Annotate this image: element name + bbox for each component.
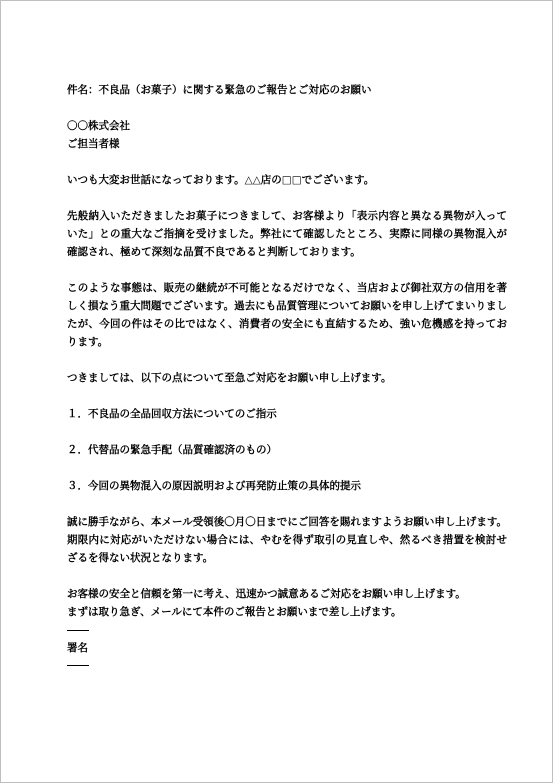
paragraph-deadline: 誠に勝手ながら、本メール受領後〇月〇日までにご回答を賜れますようお願い申し上げます。期限内に対応がいただけない場合には、やむを得ず取引の見直しや、然るべき措置を検討せざるを得ない状況となります。	[67, 516, 507, 564]
recipient-person: ご担当者様	[67, 138, 120, 150]
request-item-1: １．不良品の全品回収方法についてのご指示	[67, 408, 277, 420]
request-item-2: ２．代替品の緊急手配（品質確認済のもの）	[67, 444, 277, 456]
email-subject: 件名：不良品（お菓子）に関する緊急のご報告とご対応のお願い	[67, 84, 372, 96]
paragraph-concern: このような事態は、販売の継続が不可能となるだけでなく、当店および御社双方の信用を著しく損なう重大問題でございます。過去にも品質管理についてお願いを申し上げてまいりましたが、今回の件はその比ではなく、消費者の安全にも直結するため、強い危機感を持っております。	[67, 282, 507, 348]
closing-line-2: まずは取り急ぎ、メールにて本件のご報告とお願いまで差し上げます。	[67, 606, 402, 618]
signature-rule-bottom	[67, 665, 89, 666]
closing-line-1: お客様の安全と信頼を第一に考え、迅速かつ誠意あるご対応をお願い申し上げます。	[67, 588, 466, 600]
email-body	[67, 81, 507, 666]
request-item-3: ３．今回の異物混入の原因説明および再発防止策の具体的提示	[67, 480, 361, 492]
request-intro: つきましては、以下の点について至急ご対応をお願い申し上げます。	[67, 372, 392, 384]
signature-rule-top	[67, 630, 89, 631]
greeting: いつも大変お世話になっております。△△店の□□でございます。	[67, 174, 375, 186]
signature: 署名	[67, 642, 88, 654]
recipient-company: 〇〇株式会社	[67, 120, 130, 132]
paragraph-issue: 先般納入いただきましたお菓子につきまして、お客様より「表示内容と異なる異物が入っていた」との重大なご指摘を受けました。弊社にて確認したところ、実際に同様の異物混入が確認され、極めて深刻な品質不良であると判断しております。	[67, 210, 507, 258]
